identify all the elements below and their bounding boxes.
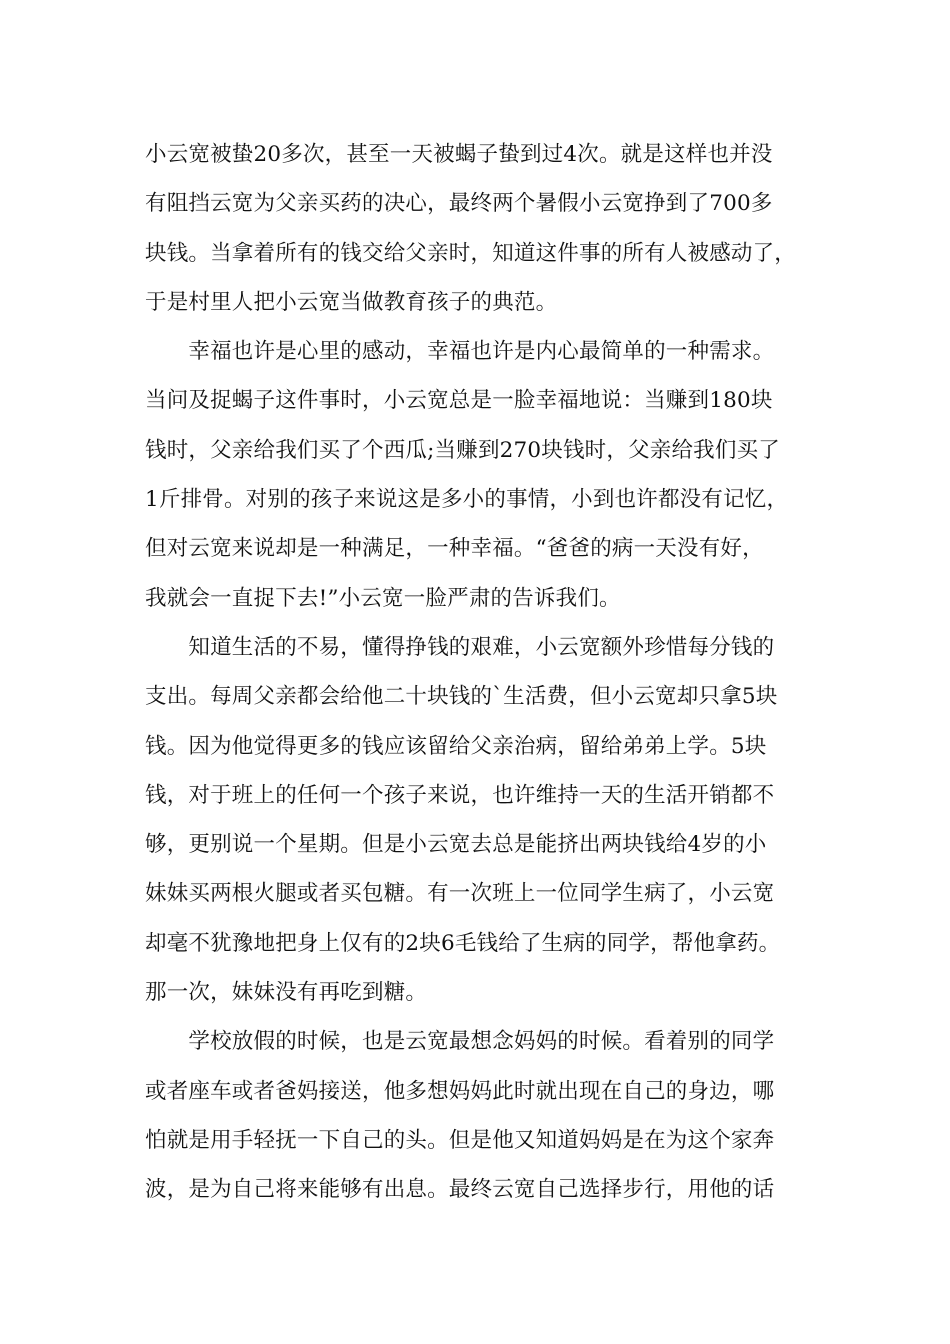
text-line: 幸福也许是心里的感动，幸福也许是内心最简单的一种需求。	[145, 339, 775, 365]
text-line: 够，更别说一个星期。但是小云宽去总是能挤出两块钱给4岁的小	[145, 832, 767, 858]
text-line: 或者座车或者爸妈接送，他多想妈妈此时就出现在自己的身边，哪	[145, 1078, 775, 1104]
text-line: 那一次，妹妹没有再吃到糖。	[145, 980, 428, 1006]
text-line: 但对云宽来说却是一种满足，一种幸福。“爸爸的病一天没有好，	[145, 536, 764, 562]
text-line: 钱时，父亲给我们买了个西瓜;当赚到270块钱时，父亲给我们买了	[145, 437, 780, 463]
text-line: 钱。因为他觉得更多的钱应该留给父亲治病，留给弟弟上学。5块	[145, 733, 767, 759]
text-line: 有阻挡云宽为父亲买药的决心，最终两个暑假小云宽挣到了700多	[145, 191, 773, 217]
text-line: 钱，对于班上的任何一个孩子来说，也许维持一天的生活开销都不	[145, 782, 775, 808]
text-line: 我就会一直捉下去!”小云宽一脸严肃的告诉我们。	[145, 585, 621, 611]
text-line: 1斤排骨。对别的孩子来说这是多小的事情，小到也许都没有记忆，	[145, 487, 789, 513]
text-line: 波，是为自己将来能够有出息。最终云宽自己选择步行，用他的话	[145, 1177, 775, 1203]
text-line: 支出。每周父亲都会给他二十块钱的`生活费，但小云宽却只拿5块	[145, 684, 778, 710]
text-line: 小云宽被蛰20多次，甚至一天被蝎子蛰到过4次。就是这样也并没	[145, 142, 773, 167]
article-body	[145, 130, 830, 1215]
text-line: 妹妹买两根火腿或者买包糖。有一次班上一位同学生病了，小云宽	[145, 881, 775, 907]
text-line: 怕就是用手轻抚一下自己的头。但是他又知道妈妈是在为这个家奔	[145, 1127, 775, 1153]
text-line: 却毫不犹豫地把身上仅有的2块6毛钱给了生病的同学，帮他拿药。	[145, 930, 781, 956]
text-line: 当问及捉蝎子这件事时，小云宽总是一脸幸福地说：当赚到180块	[145, 388, 773, 414]
text-line: 于是村里人把小云宽当做教育孩子的典范。	[145, 289, 558, 315]
text-line: 知道生活的不易，懂得挣钱的艰难，小云宽额外珍惜每分钱的	[145, 634, 775, 660]
text-line: 块钱。当拿着所有的钱交给父亲时，知道这件事的所有人被感动了，	[145, 240, 797, 266]
text-line: 学校放假的时候，也是云宽最想念妈妈的时候。看着别的同学	[145, 1029, 775, 1055]
